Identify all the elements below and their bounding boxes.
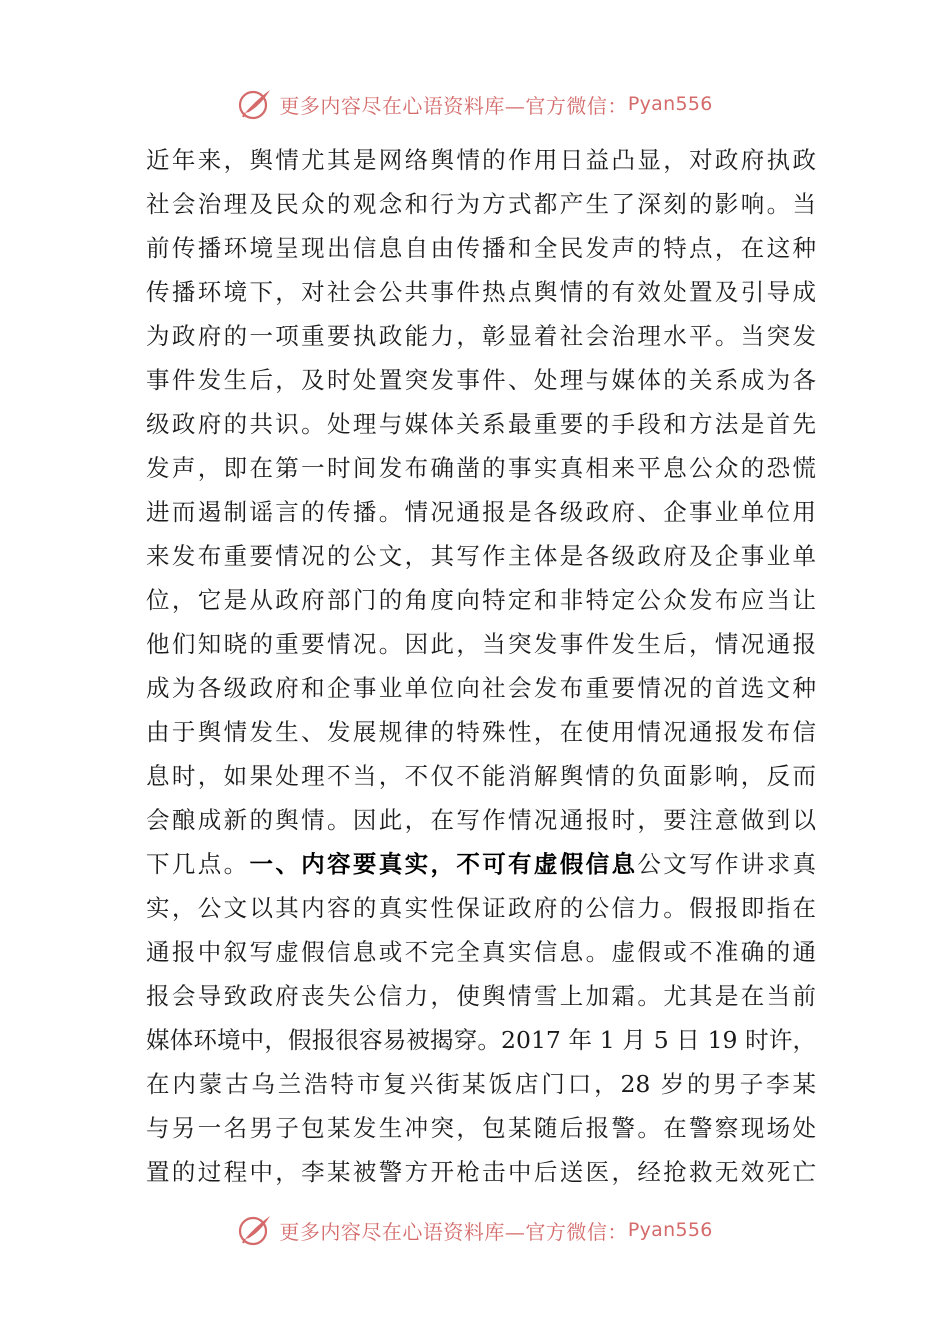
text-segment: 下几点。 <box>146 850 250 878</box>
text-line: 前传播环境呈现出信息自由传播和全民发声的特点，在这种 <box>146 234 816 262</box>
text-line: 为政府的一项重要执政能力，彰显着社会治理水平。当突发 <box>146 322 816 350</box>
header-watermark-banner <box>0 82 950 126</box>
text-line: 置的过程中，李某被警方开枪击中后送医，经抢救无效死亡 <box>146 1158 816 1186</box>
text-line: 近年来，舆情尤其是网络舆情的作用日益凸显，对政府执政 <box>146 146 816 174</box>
text-segment: 公文写作讲求真 <box>637 850 817 878</box>
text-line-with-heading <box>146 842 816 886</box>
text-line: 来发布重要情况的公文，其写作主体是各级政府及企事业单 <box>146 542 816 570</box>
document-body <box>146 138 816 1194</box>
text-line: 他们知晓的重要情况。因此，当突发事件发生后，情况通报 <box>146 630 816 658</box>
text-line: 通报中叙写虚假信息或不完全真实信息。虚假或不准确的通 <box>146 938 816 966</box>
text-line: 进而遏制谣言的传播。情况通报是各级政府、企事业单位用 <box>146 498 816 526</box>
banner-wechat-handle: Pyan556 <box>627 93 713 115</box>
text-line: 位，它是从政府部门的角度向特定和非特定公众发布应当让 <box>146 586 816 614</box>
section-heading: 一、内容要真实，不可有虚假信息 <box>249 850 638 878</box>
text-line: 会酿成新的舆情。因此，在写作情况通报时，要注意做到以 <box>146 806 816 834</box>
text-line: 息时，如果处理不当，不仅不能消解舆情的负面影响，反而 <box>146 762 816 790</box>
banner-wechat-handle: Pyan556 <box>627 1219 713 1241</box>
text-line: 由于舆情发生、发展规律的特殊性，在使用情况通报发布信 <box>146 718 816 746</box>
text-line: 发声，即在第一时间发布确凿的事实真相来平息公众的恐慌 <box>146 454 816 482</box>
quill-logo-icon <box>237 1212 273 1248</box>
text-line: 事件发生后，及时处置突发事件、处理与媒体的关系成为各 <box>146 366 816 394</box>
text-line: 媒体环境中，假报很容易被揭穿。2017 年 1 月 5 日 19 时许， <box>146 1026 816 1054</box>
text-line: 在内蒙古乌兰浩特市复兴街某饭店门口，28 岁的男子李某 <box>146 1070 816 1098</box>
text-line: 传播环境下，对社会公共事件热点舆情的有效处置及引导成 <box>146 278 816 306</box>
text-line: 成为各级政府和企事业单位向社会发布重要情况的首选文种 <box>146 674 816 702</box>
banner-text: 更多内容尽在心语资料库—官方微信： <box>279 1219 628 1244</box>
quill-logo-icon <box>237 86 273 122</box>
text-line: 与另一名男子包某发生冲突，包某随后报警。在警察现场处 <box>146 1114 816 1142</box>
text-line: 报会导致政府丧失公信力，使舆情雪上加霜。尤其是在当前 <box>146 982 816 1010</box>
banner-text: 更多内容尽在心语资料库—官方微信： <box>279 93 628 118</box>
text-line: 社会治理及民众的观念和行为方式都产生了深刻的影响。当 <box>146 190 816 218</box>
text-line: 实，公文以其内容的真实性保证政府的公信力。假报即指在 <box>146 894 816 922</box>
footer-watermark-banner <box>0 1208 950 1252</box>
text-line: 级政府的共识。处理与媒体关系最重要的手段和方法是首先 <box>146 410 816 438</box>
